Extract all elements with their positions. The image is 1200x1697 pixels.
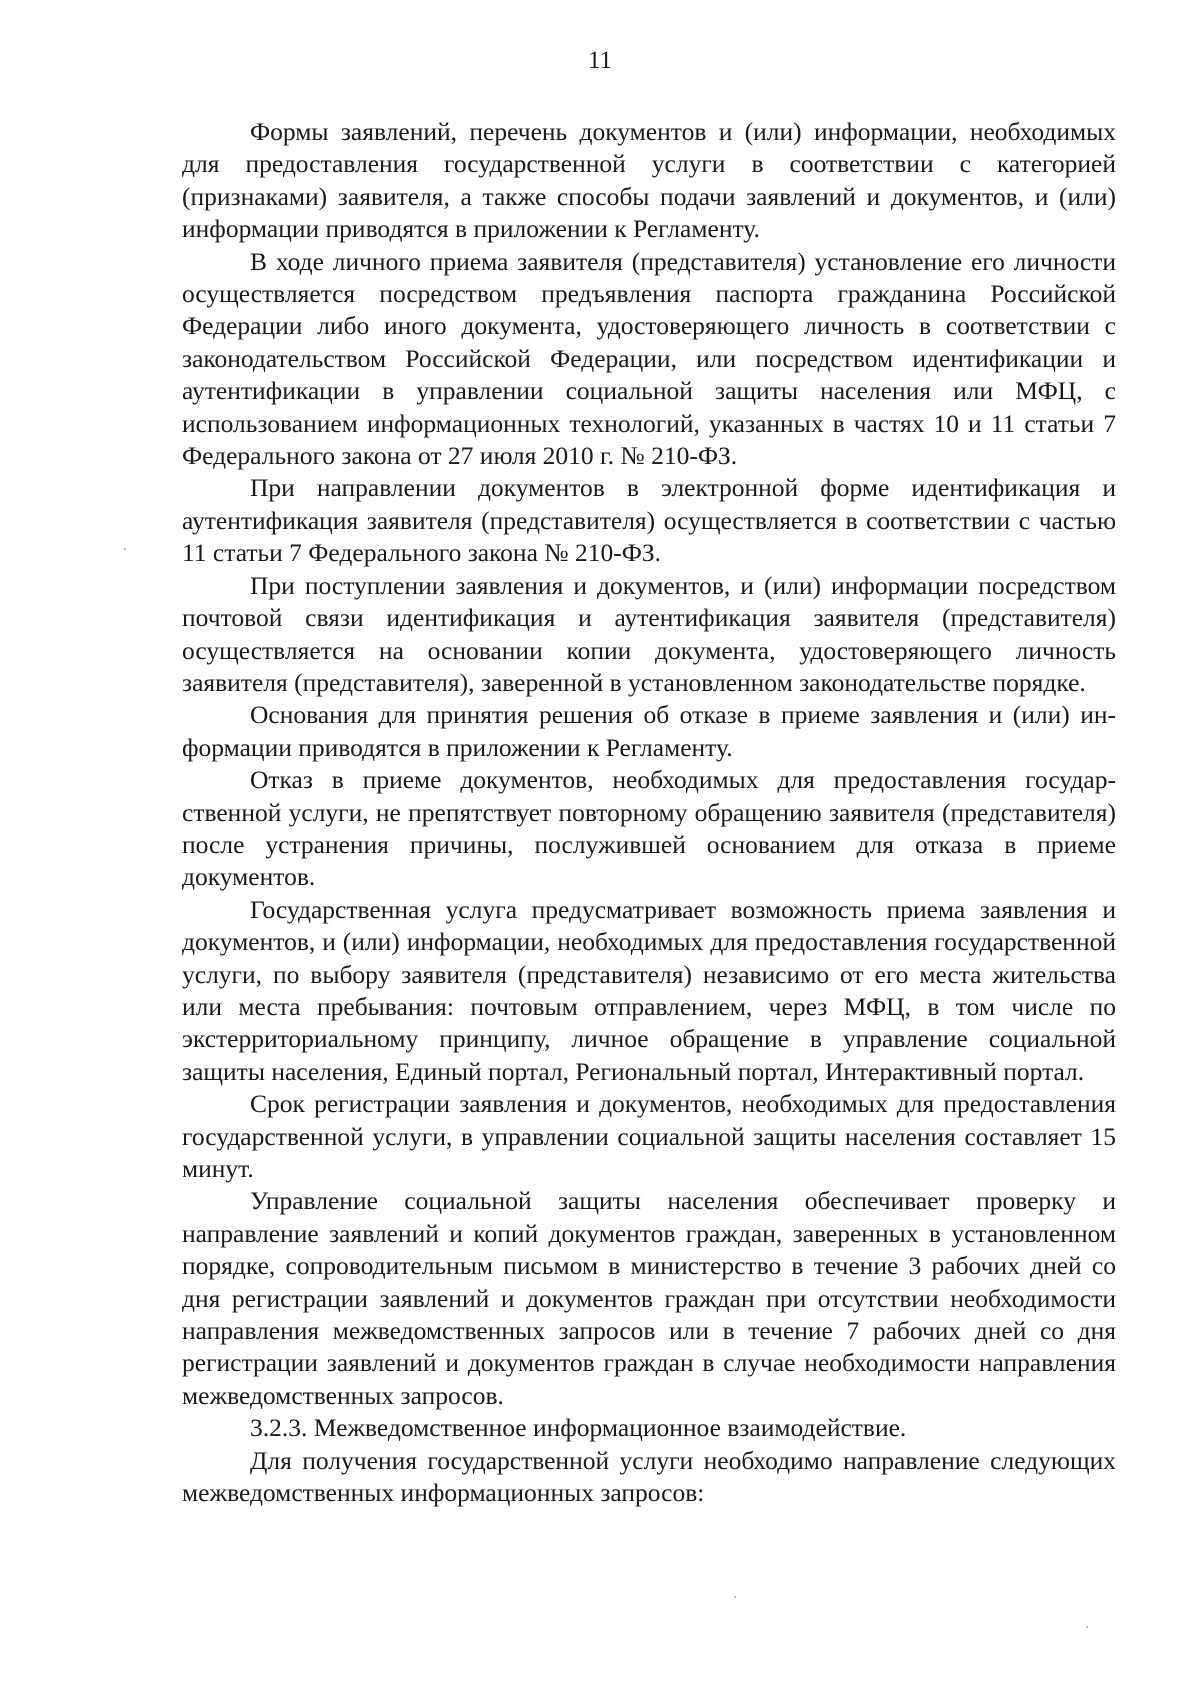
paragraph-refusal-grounds: Основания для принятия решения об отказе в приеме заявления и (или) информации приводятся в приложении к Регламенту. [182, 700, 1116, 762]
document-body [182, 116, 1116, 1509]
paragraph-refusal-reapply: Отказ в приеме документов, необходимых для предоставления государственной услуги, не препятствует повторному обращению заявителя (представителя) после устранения причины, послужившей основанием для отказа в приеме документов. [182, 765, 1116, 892]
scan-speck [124, 548, 126, 550]
paragraph-application-forms: Формы заявлений, перечень документов и (или) информации, необходимых для предоставления государственной услуги в соответствии с категорией (признаками) заявителя, а также способы подачи заявлений и документов, и (или) информации приводятся в приложении к Регламенту. [182, 117, 1116, 244]
scan-speck [734, 1596, 736, 1598]
paragraph-personal-identification: В ходе личного приема заявителя (представителя) установление его личности осуществляется посредством предъявления паспорта гражданина Российской Федерации либо иного документа, удостоверяющего личность в соответствии с законодательством Российской Федерации, или посредством идентификации и аутентификации в управлении социальной защиты населения или МФЦ, с использованием информационных технологий, указанных в частях 10 и 11 статьи 7 Федерального закона от 27 июля 2010 г. № 210-ФЗ. [182, 246, 1116, 471]
paragraph-submission-methods: Государственная услуга предусматривает возможность приема заявления и документов, и (или) информации, необходимых для предоставления государственной услуги, по выбору заявителя (представителя) независимо от его места жительства или места пребывания: почтовым отправлением, через МФЦ, в том числе по экстерриториальному принципу, личное обращение в управление социальной защиты населения, Единый портал, Региональный портал, Интерактивный портал. [182, 894, 1116, 1086]
paragraph-document-forwarding: Управление социальной защиты населения обеспечивает проверку и направление заявлений и копий документов граждан, заверенных в установленном порядке, сопроводительным письмом в министерство в течение 3 рабочих дней со дня регистрации заявлений и документов граждан при отсутствии необходимости направления межведомственных запросов или в течение 7 рабочих дней со дня регистрации заявлений и документов граждан в случае необходимости направления межведомственных запросов. [182, 1186, 1116, 1410]
paragraph-electronic-identification: При направлении документов в электронной форме идентификация и аутентификация заявителя (представителя) осуществляется в соответствии с частью 11 статьи 7 Федерального закона № 210-ФЗ. [182, 473, 1116, 568]
paragraph-registration-time: Срок регистрации заявления и документов, необходимых для предоставления государственной услуги, в управлении социальной защиты населения составляет 15 минут. [182, 1089, 1116, 1183]
paragraph-postal-identification: При поступлении заявления и документов, и (или) информации посредством почтовой связи идентификация и аутентификация заявителя (представителя) осуществляется на основании копии документа, удостоверяющего личность заявителя (представителя), заверенной в установленном законодательстве порядке. [182, 570, 1116, 697]
page-number: 11 [587, 47, 613, 74]
section-heading-3-2-3: 3.2.3. Межведомственное информационное взаимодействие. [250, 1413, 907, 1443]
paragraph-interagency-requests: Для получения государственной услуги необходимо направление следующих межведомственных информационных запросов: [182, 1445, 1116, 1508]
scan-speck [1086, 1626, 1088, 1628]
